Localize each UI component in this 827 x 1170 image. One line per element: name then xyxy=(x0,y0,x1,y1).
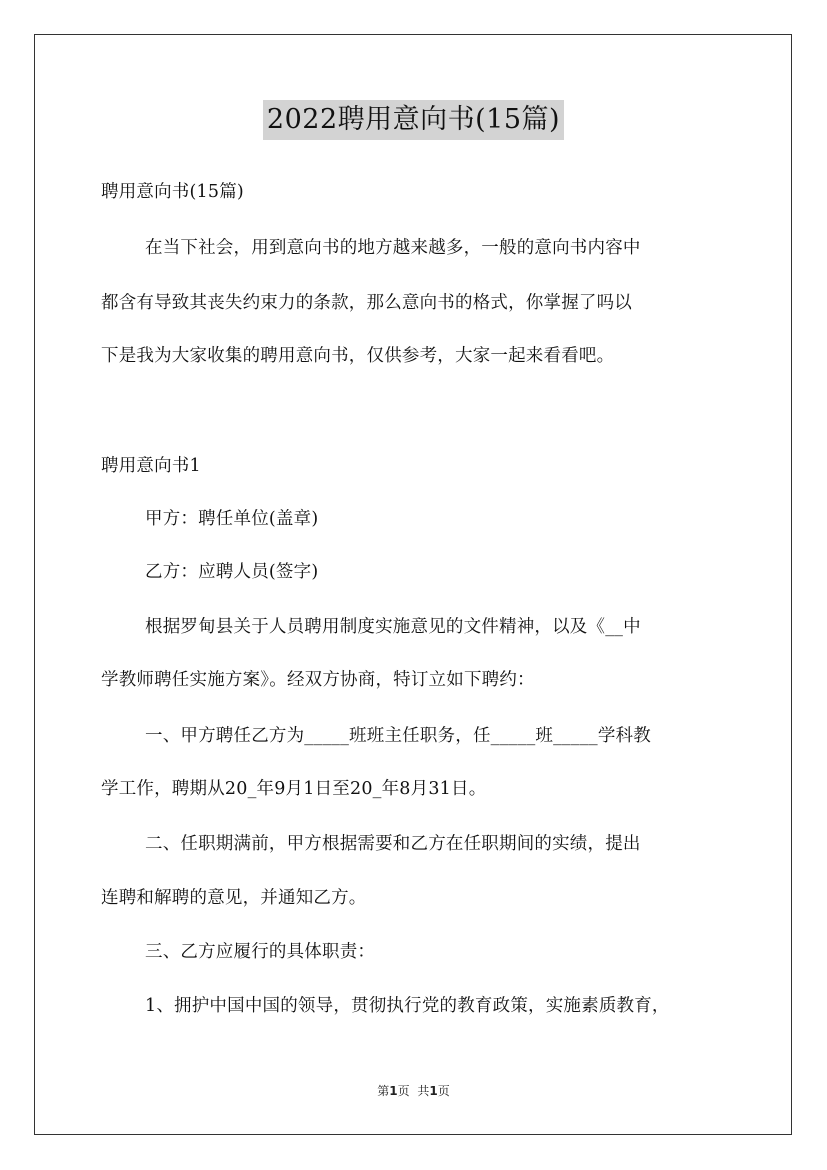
subtitle-line: 聘用意向书(15篇) xyxy=(101,182,244,202)
page-label-suffix: 页 xyxy=(397,1084,410,1098)
clause-3-heading: 三、乙方应履行的具体职责： xyxy=(145,942,376,962)
basis-paragraph-line-2: 学教师聘任实施方案》。经双方协商，特订立如下聘约： xyxy=(101,670,535,690)
intro-paragraph-line-1: 在当下社会，用到意向书的地方越来越多，一般的意向书内容中 xyxy=(145,238,641,258)
basis-paragraph-line-1: 根据罗甸县关于人员聘用制度实施意见的文件精神，以及《__中 xyxy=(145,617,641,637)
clause-1-line-2: 学工作，聘期从20_年9月1日至20_年8月31日。 xyxy=(101,779,487,799)
clause-2-line-1: 二、任职期满前，甲方根据需要和乙方在任职期间的实绩，提出 xyxy=(145,834,641,854)
document-title: 2022聘用意向书(15篇) xyxy=(263,100,564,140)
total-pages: 1 xyxy=(429,1084,438,1098)
party-b-line: 乙方：应聘人员(签字) xyxy=(145,562,319,582)
total-label-prefix: 共 xyxy=(417,1084,430,1098)
page-number: 1 xyxy=(389,1084,398,1098)
clause-2-line-2: 连聘和解聘的意见，并通知乙方。 xyxy=(101,888,367,908)
clause-1-line-1: 一、甲方聘任乙方为_____班班主任职务，任_____班_____学科教 xyxy=(145,726,651,746)
title-container xyxy=(0,100,827,140)
total-label-suffix: 页 xyxy=(437,1084,450,1098)
page-footer xyxy=(0,1083,827,1099)
section-heading: 聘用意向书1 xyxy=(101,456,201,476)
duty-1-line: 1、拥护中国中国的领导，贯彻执行党的教育政策，实施素质教育， xyxy=(145,996,670,1016)
intro-paragraph-line-2: 都含有导致其丧失约束力的条款，那么意向书的格式，你掌握了吗以 xyxy=(101,293,632,313)
party-a-line: 甲方：聘任单位(盖章) xyxy=(145,509,319,529)
page-label-prefix: 第 xyxy=(377,1084,390,1098)
intro-paragraph-line-3: 下是我为大家收集的聘用意向书，仅供参考，大家一起来看看吧。 xyxy=(101,346,615,366)
